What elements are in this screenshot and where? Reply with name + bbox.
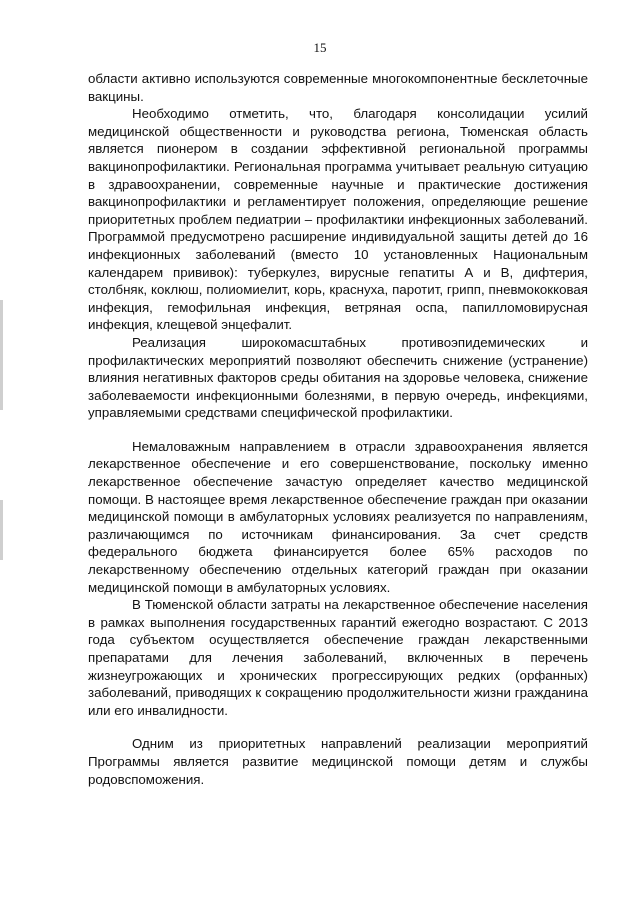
paragraph-gap <box>88 422 588 438</box>
paragraph-priority-directions: Одним из приоритетных направлений реализации мероприятий Программы является развитие медицинской помощи детям и службы родовспоможения. <box>88 736 588 787</box>
paragraph-vaccines-continuation: области активно используются современные многокомпонентные бесклеточные вакцины. <box>88 71 588 104</box>
paragraph-preventive-measures: Реализация широкомасштабных противоэпидемических и профилактических мероприятий позволяют обеспечить снижение (устранение) влияния негативных факторов среды обитания на здоровье человека, снижение заболеваемости инфекционными болезнями, в первую очередь, инфекциями, управляемыми средствами специфической профилактики. <box>88 334 588 421</box>
scan-edge-mark <box>0 300 3 410</box>
paragraph-vaccination-program: Необходимо отметить, что, благодаря консолидации усилий медицинской общественности и руководства региона, Тюменская область является пионером в создании эффективной региональной программы вакцинопрофилактики. Региональная программа учитывает реальную ситуацию в здравоохранении, современные научные и практические достижения вакцинопрофилактики и регламентирует положения, определяющие решение приоритетных проблем педиатрии – профилактики инфекционных заболеваний. Программой предусмотрено расширение индивидуальной защиты детей до 16 инфекционных заболеваний (вместо 10 установленных Национальным календарем прививок): туберкулез, вирусные гепатиты А и В, дифтерия, столбняк, коклюш, полиомиелит, корь, краснуха, паротит, грипп, пневмококковая инфекция, гемофильная инфекция, ветряная оспа, папилломовирусная инфекция, клещевой энцефалит. <box>88 106 588 333</box>
page-number: 15 <box>313 40 327 55</box>
paragraph-drug-provision: Немаловажным направлением в отрасли здравоохранения является лекарственное обеспечение и его совершенствование, поскольку именно лекарственное обеспечение зачастую определяет качество медицинской помощи. В настоящее время лекарственное обеспечение граждан при оказании медицинской помощи в амбулаторных условиях реализуется по направлениям, различающимся по источникам финансирования. За счет средств федерального бюджета финансируется более 65% расходов по лекарственному обеспечению отдельных категорий граждан при оказании медицинской помощи в амбулаторных условиях. <box>88 438 588 595</box>
body-text <box>88 70 588 788</box>
scan-edge-mark <box>0 500 3 560</box>
paragraph-tyumen-drug-costs: В Тюменской области затраты на лекарственное обеспечение населения в рамках выполнения государственных гарантий ежегодно возрастают. С 2013 года субъектом осуществляется обеспечение граждан лекарственными препаратами для лечения заболеваний, включенных в перечень жизнеугрожающих и хронических прогрессирующих редких (орфанных) заболеваний, приводящих к сокращению продолжительности жизни гражданина или его инвалидности. <box>88 597 588 718</box>
paragraph-gap <box>88 719 588 735</box>
